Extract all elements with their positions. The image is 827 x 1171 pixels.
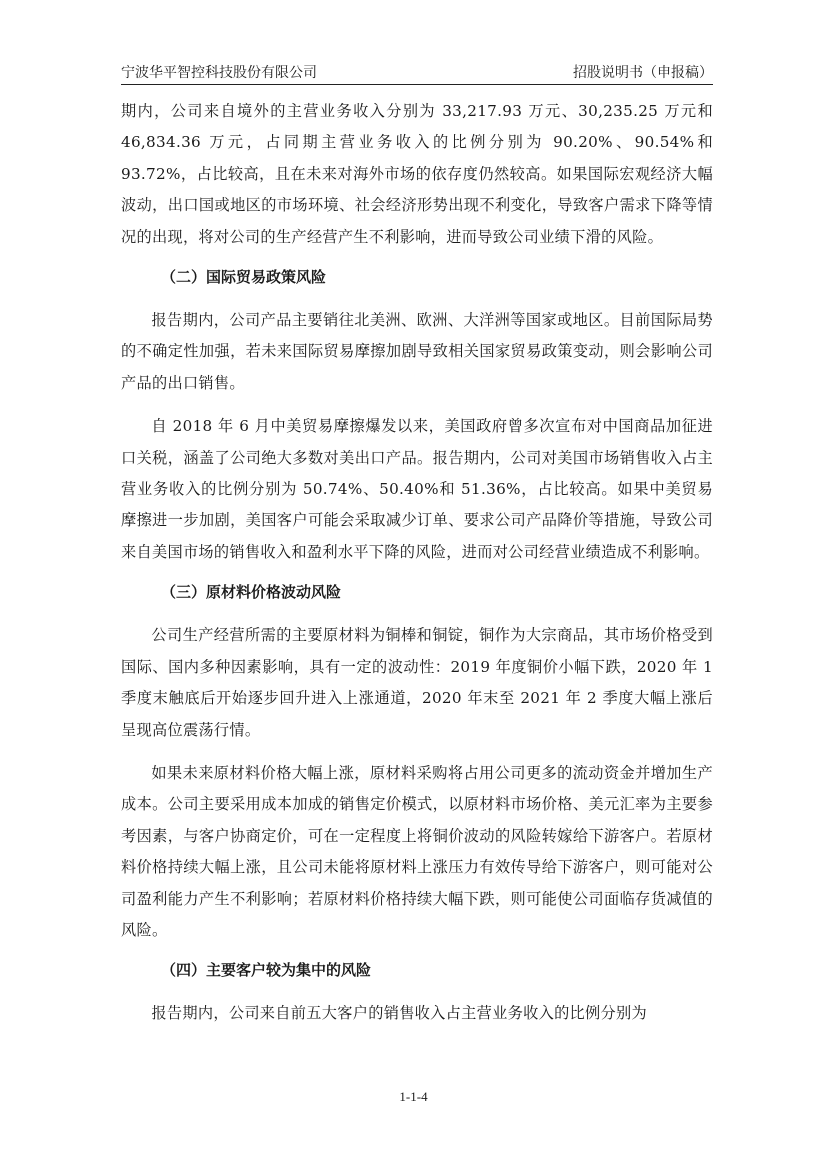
paragraph-export-markets: 报告期内，公司产品主要销往北美洲、欧洲、大洋洲等国家或地区。目前国际局势的不确定性加强，若未来国际贸易摩擦加剧导致相关国家贸易政策变动，则会影响公司产品的出口销售。 <box>121 311 713 392</box>
page-header <box>121 58 713 85</box>
paragraph-top-customers: 报告期内，公司来自前五大客户的销售收入占主营业务收入的比例分别为 <box>151 1004 647 1023</box>
paragraph-cost-plus-pricing: 如果未来原材料价格大幅上涨，原材料采购将占用公司更多的流动资金并增加生产成本。公司主要采用成本加成的销售定价模式，以原材料市场价格、美元汇率为主要参考因素，与客户协商定价，可在一定程度上将铜价波动的风险转嫁给下游客户。若原材料价格持续大幅上涨，且公司未能将原材料上涨压力有效传导给下游客户，则可能对公司盈利能力产生不利影响；若原材料价格持续大幅下跌，则可能使公司面临存货减值的风险。 <box>121 763 713 939</box>
section-heading-customer-concentration: （四）主要客户较为集中的风险 <box>161 961 372 980</box>
document-title: 招股说明书（申报稿） <box>573 65 713 81</box>
company-name: 宁波华平智控科技股份有限公司 <box>121 65 317 81</box>
section-heading-raw-material: （三）原材料价格波动风险 <box>161 583 342 602</box>
page-number: 1-1-4 <box>399 1089 428 1104</box>
page-body <box>121 96 713 1042</box>
paragraph-overseas-revenue: 期内，公司来自境外的主营业务收入分别为 33,217.93 万元、30,235.25 万元和46,834.36 万元，占同期主营业务收入的比例分别为 90.20%、90.54%和 93.72%，占比较高，且在未来对海外市场的依存度仍然较高。如果国际宏观经济大幅波动，出口国或地区的市场环境、社会经济形势出现不利变化，导致客户需求下降等情况的出现，将对公司的生产经营产生不利影响，进而导致公司业绩下滑的风险。 <box>121 102 713 246</box>
paragraph-us-tariffs: 自 2018 年 6 月中美贸易摩擦爆发以来，美国政府曾多次宣布对中国商品加征进口关税，涵盖了公司绝大多数对美出口产品。报告期内，公司对美国市场销售收入占主营业务收入的比例分别为 50.74%、50.40%和 51.36%，占比较高。如果中美贸易摩擦进一步加剧，美国客户可能会采取减少订单、要求公司产品降价等措施，导致公司来自美国市场的销售收入和盈利水平下降的风险，进而对公司经营业绩造成不利影响。 <box>121 417 713 561</box>
paragraph-copper-prices: 公司生产经营所需的主要原材料为铜棒和铜锭，铜作为大宗商品，其市场价格受到国际、国内多种因素影响，具有一定的波动性：2019 年度铜价小幅下跌，2020 年 1 季度末触底后开始逐步回升进入上涨通道，2020 年末至 2021 年 2 季度大幅上涨后呈现高位震荡行情。 <box>121 626 713 739</box>
section-heading-trade-policy: （二）国际贸易政策风险 <box>161 268 327 287</box>
